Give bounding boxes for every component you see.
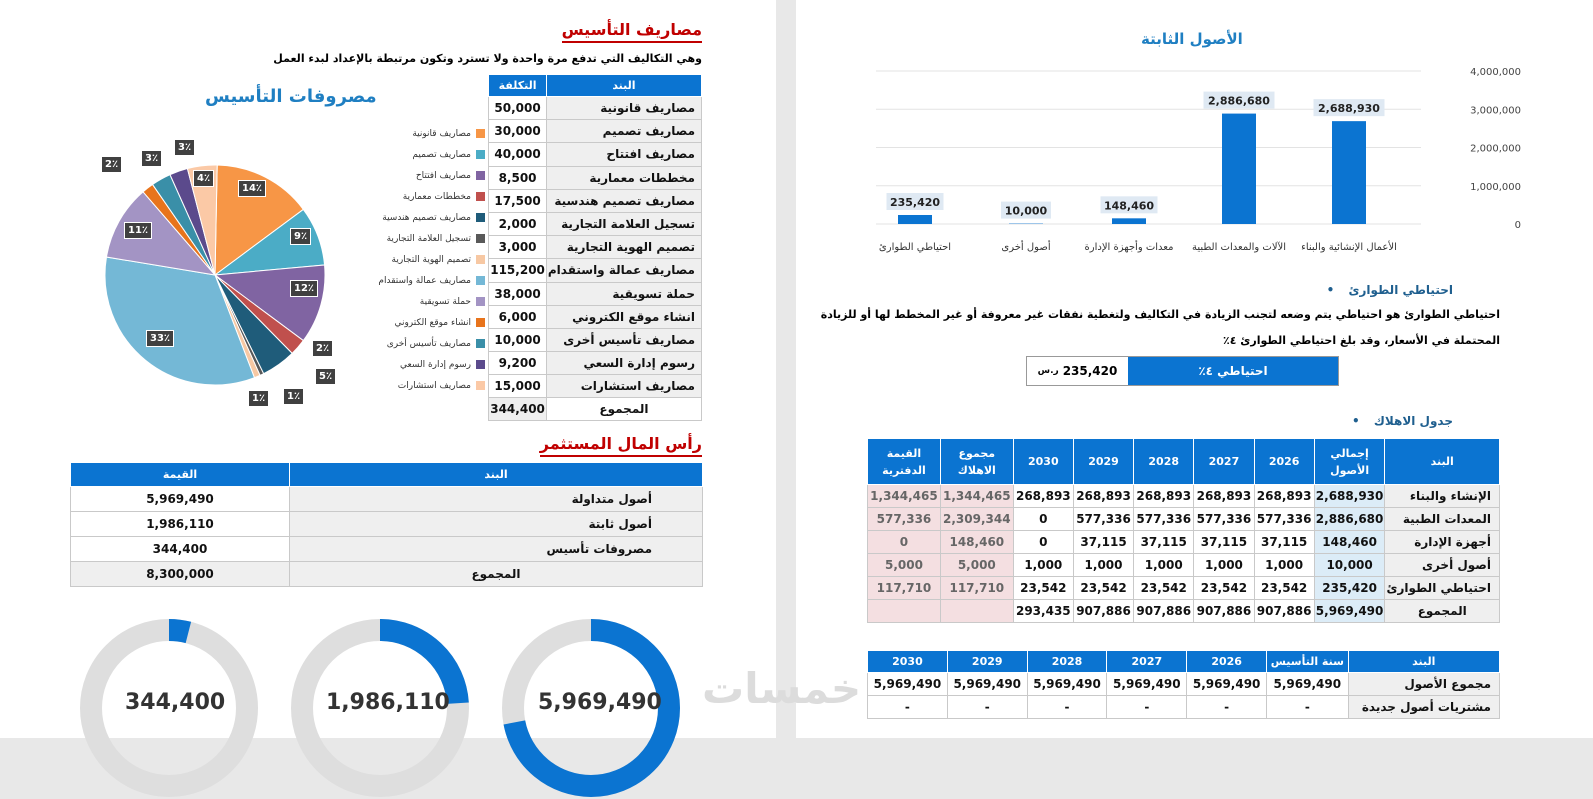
setup-item-name: مخططات معمارية	[546, 166, 701, 189]
assets-header-cell: البند	[1348, 651, 1499, 673]
legend-item	[360, 165, 485, 186]
depr-cell: 2,886,680	[1314, 508, 1385, 531]
assets-header-cell: سنة التأسيس	[1267, 651, 1349, 673]
depr-cell: 235,420	[1314, 577, 1385, 600]
depr-cell: 10,000	[1314, 554, 1385, 577]
emergency-box	[1026, 356, 1339, 386]
right-page	[796, 0, 1593, 738]
setup-total-label: المجموع	[546, 398, 701, 421]
depr-cell: 907,886	[1254, 600, 1314, 623]
pie-data-label: 1٪	[248, 390, 269, 407]
table-row	[868, 485, 1500, 508]
pie-data-label: 3٪	[174, 139, 195, 156]
setup-item-cost: 8,500	[489, 166, 547, 189]
header-cost: التكلفة	[489, 75, 547, 97]
legend-item	[360, 312, 485, 333]
setup-item-name: مصاريف استشارات	[546, 375, 701, 398]
legend-label: مصاريف افتتاح	[416, 171, 471, 181]
table-row	[489, 143, 702, 166]
emergency-heading-text: احتياطي الطوارئ	[1348, 283, 1453, 297]
legend-label: مصاريف قانونية	[412, 129, 471, 139]
setup-item-name: مصاريف تصميم هندسية	[546, 189, 701, 212]
depr-cell: 148,460	[940, 531, 1013, 554]
x-category-label: الأعمال الإنشائية والبناء	[1301, 240, 1397, 253]
legend-item	[360, 375, 485, 396]
depr-cell: 577,336	[1194, 508, 1254, 531]
depr-cell: 37,115	[1073, 531, 1133, 554]
depr-cell: 1,344,465	[868, 485, 941, 508]
capital-body	[71, 487, 703, 587]
legend-swatch	[476, 381, 485, 390]
bar-value-label: 235,420	[890, 196, 940, 209]
watermark: خمسات	[702, 664, 861, 713]
pie-data-label: 5٪	[315, 368, 336, 385]
pie-data-label: 9٪	[290, 228, 311, 245]
setup-item-name: مصاريف تصميم	[546, 120, 701, 143]
legend-label: مخططات معمارية	[403, 192, 471, 202]
setup-item-name: مصاريف عمالة واستقدام	[546, 259, 701, 282]
capital-item-name: مصروفات تأسيس	[290, 537, 703, 562]
assets-cell: 5,969,490	[1107, 673, 1187, 696]
legend-swatch	[476, 171, 485, 180]
bar	[1332, 121, 1366, 224]
capital-header-value: القيمة	[71, 463, 290, 487]
capital-item-value: 5,969,490	[71, 487, 290, 512]
table-row	[489, 120, 702, 143]
donut-value-setup-costs: 344,400	[125, 690, 225, 715]
legend-item	[360, 207, 485, 228]
assets-header-row	[868, 651, 1500, 673]
legend-swatch	[476, 192, 485, 201]
donut-value-current-assets: 5,969,490	[538, 690, 662, 715]
emergency-box-value: 235,420	[1063, 364, 1118, 378]
y-tick-label: 4,000,000	[1470, 67, 1521, 78]
assets-header-cell: 2026	[1187, 651, 1267, 673]
assets-cell: -	[868, 696, 948, 719]
legend-item	[360, 270, 485, 291]
x-category-label: احتياطي الطوارئ	[879, 242, 951, 253]
bar-chart-title: الأصول الثابتة	[1141, 30, 1243, 48]
depr-cell: 268,893	[1194, 485, 1254, 508]
table-row	[868, 696, 1500, 719]
y-tick-label: 2,000,000	[1470, 144, 1521, 155]
depr-cell: 268,893	[1013, 485, 1073, 508]
pie-data-label: 2٪	[101, 156, 122, 173]
x-category-label: أصول أخرى	[1001, 240, 1050, 253]
pie-data-label: 14٪	[238, 180, 266, 197]
x-category-label: الآلات والمعدات الطبية	[1192, 241, 1286, 253]
depr-cell: 268,893	[1134, 485, 1194, 508]
depreciation-header-row	[868, 439, 1500, 485]
setup-item-name: مصاريف افتتاح	[546, 143, 701, 166]
emergency-box-value-cell	[1027, 357, 1128, 385]
depr-header-cell: القيمة الدفترية	[868, 439, 941, 485]
table-row	[489, 259, 702, 282]
assets-cell: 5,969,490	[868, 673, 948, 696]
capital-item-name: أصول ثابتة	[290, 512, 703, 537]
legend-swatch	[476, 339, 485, 348]
assets-cell: مشتريات أصول جديدة	[1348, 696, 1499, 719]
legend-swatch	[476, 297, 485, 306]
depr-header-cell: البند	[1385, 439, 1500, 485]
table-row	[71, 537, 703, 562]
setup-total-value: 344,400	[489, 398, 547, 421]
bar	[898, 215, 932, 224]
table-row	[71, 487, 703, 512]
bar	[1112, 218, 1146, 224]
legend-item	[360, 123, 485, 144]
assets-cell: -	[1107, 696, 1187, 719]
left-page	[0, 0, 776, 738]
assets-header-cell: 2027	[1107, 651, 1187, 673]
legend-item	[360, 249, 485, 270]
depr-cell: 23,542	[1254, 577, 1314, 600]
depr-cell: 577,336	[1134, 508, 1194, 531]
pie-chart	[95, 155, 335, 395]
depr-header-cell: 2026	[1254, 439, 1314, 485]
legend-swatch	[476, 318, 485, 327]
setup-item-name: مصاريف تأسيس أخرى	[546, 328, 701, 351]
setup-item-name: تصميم الهوية التجارية	[546, 236, 701, 259]
y-tick-label: 3,000,000	[1470, 105, 1521, 116]
depr-cell: 5,969,490	[1314, 600, 1385, 623]
legend-swatch	[476, 213, 485, 222]
table-row	[489, 375, 702, 398]
depr-cell: 1,000	[1073, 554, 1133, 577]
depr-cell: 5,000	[940, 554, 1013, 577]
legend-item	[360, 333, 485, 354]
table-row	[489, 328, 702, 351]
capital-total-value: 8,300,000	[71, 562, 290, 587]
depr-cell: 1,344,465	[940, 485, 1013, 508]
table-row	[868, 577, 1500, 600]
table-row	[489, 236, 702, 259]
depr-cell: 117,710	[940, 577, 1013, 600]
legend-label: مصاريف عمالة واستقدام	[378, 276, 471, 286]
pie-data-label: 3٪	[141, 150, 162, 167]
depr-header-cell: 2030	[1013, 439, 1073, 485]
depr-cell: 577,336	[1073, 508, 1133, 531]
pie-data-label: 12٪	[290, 280, 318, 297]
assets-cell: -	[947, 696, 1027, 719]
depr-cell: 907,886	[1134, 600, 1194, 623]
depr-cell: 0	[1013, 531, 1073, 554]
depr-cell: 1,000	[1254, 554, 1314, 577]
depr-cell: 148,460	[1314, 531, 1385, 554]
assets-table	[867, 650, 1500, 719]
x-category-label: معدات وأجهزة الإدارة	[1085, 240, 1174, 253]
setup-costs-table	[488, 74, 702, 421]
depr-cell: الإنشاء والبناء	[1385, 485, 1500, 508]
legend-item	[360, 186, 485, 207]
depr-cell: أصول أخرى	[1385, 554, 1500, 577]
table-row	[868, 600, 1500, 623]
setup-costs-description: وهي التكاليف التي تدفع مرة واحدة ولا تسترد وتكون مرتبطة بالإعداد لبدء العمل	[273, 52, 702, 65]
setup-item-cost: 2,000	[489, 212, 547, 235]
depr-cell: 2,688,930	[1314, 485, 1385, 508]
table-row	[489, 212, 702, 235]
depr-header-cell: 2027	[1194, 439, 1254, 485]
setup-item-cost: 15,000	[489, 375, 547, 398]
header-item: البند	[546, 75, 701, 97]
depr-cell: أجهزة الإدارة	[1385, 531, 1500, 554]
legend-item	[360, 354, 485, 375]
pie-data-label: 2٪	[312, 340, 333, 357]
depreciation-body	[868, 485, 1500, 623]
capital-item-value: 1,986,110	[71, 512, 290, 537]
capital-header-item: البند	[290, 463, 703, 487]
depr-header-cell: 2028	[1134, 439, 1194, 485]
capital-title: رأس المال المستثمر	[540, 434, 702, 457]
depr-cell: المعدات الطبية	[1385, 508, 1500, 531]
bar-value-label: 2,688,930	[1318, 102, 1380, 115]
legend-label: رسوم إدارة السعي	[400, 360, 471, 370]
emergency-paragraph-line1: احتياطي الطوارئ هو احتياطي يتم وضعه لتجنب الزيادة في التكاليف ولتغطية نفقات غير معروفة أو غير المخطط لها أو للزيادة	[821, 308, 1500, 321]
setup-costs-body	[489, 97, 702, 421]
table-row	[71, 512, 703, 537]
setup-item-cost: 10,000	[489, 328, 547, 351]
pie-data-label: 33٪	[146, 330, 174, 347]
setup-item-cost: 9,200	[489, 352, 547, 375]
legend-label: مصاريف تصميم	[412, 150, 471, 160]
legend-swatch	[476, 360, 485, 369]
setup-item-cost: 17,500	[489, 189, 547, 212]
assets-cell: -	[1187, 696, 1267, 719]
y-tick-label: 1,000,000	[1470, 182, 1521, 193]
depr-cell: 1,000	[1134, 554, 1194, 577]
depreciation-heading-text: جدول الاهلاك	[1374, 414, 1453, 428]
setup-costs-title: مصاريف التأسيس	[562, 20, 702, 43]
capital-item-value: 344,400	[71, 537, 290, 562]
y-tick-label: 0	[1515, 220, 1521, 231]
depreciation-table	[867, 438, 1500, 623]
setup-item-name: مصاريف قانونية	[546, 97, 701, 120]
depr-cell: 23,542	[1194, 577, 1254, 600]
legend-label: تسجيل العلامة التجارية	[387, 234, 471, 244]
pie-chart-title: مصروفات التأسيس	[205, 86, 377, 107]
setup-item-cost: 38,000	[489, 282, 547, 305]
setup-item-cost: 6,000	[489, 305, 547, 328]
pie-legend	[360, 123, 485, 396]
depr-cell: 23,542	[1134, 577, 1194, 600]
currency-symbol: ر.س	[1038, 366, 1059, 376]
legend-swatch	[476, 234, 485, 243]
assets-cell: -	[1027, 696, 1107, 719]
setup-item-name: تسجيل العلامة التجارية	[546, 212, 701, 235]
depr-cell: 577,336	[1254, 508, 1314, 531]
setup-item-cost: 40,000	[489, 143, 547, 166]
legend-item	[360, 228, 485, 249]
bar	[1222, 114, 1256, 224]
assets-header-cell: 2029	[947, 651, 1027, 673]
donut-value-fixed-assets: 1,986,110	[326, 690, 450, 715]
assets-body	[868, 673, 1500, 719]
table-row	[489, 166, 702, 189]
table-row	[489, 282, 702, 305]
depr-cell: 0	[868, 531, 941, 554]
capital-table	[70, 462, 703, 587]
depreciation-heading: جدول الاهلاك •	[1352, 414, 1453, 428]
depr-cell: 23,542	[1073, 577, 1133, 600]
table-total-row	[71, 562, 703, 587]
assets-header-cell: 2030	[868, 651, 948, 673]
depr-cell: المجموع	[1385, 600, 1500, 623]
legend-swatch	[476, 150, 485, 159]
legend-swatch	[476, 255, 485, 264]
table-row	[868, 673, 1500, 696]
table-row	[868, 554, 1500, 577]
legend-label: مصاريف تأسيس أخرى	[387, 339, 471, 349]
depr-header-cell: إجمالي الأصول	[1314, 439, 1385, 485]
setup-item-cost: 115,200	[489, 259, 547, 282]
legend-label: تصميم الهوية التجارية	[392, 255, 472, 265]
depr-cell: 5,000	[868, 554, 941, 577]
table-row	[489, 189, 702, 212]
depr-cell: 37,115	[1194, 531, 1254, 554]
depr-header-cell: 2029	[1073, 439, 1133, 485]
depr-cell: 37,115	[1134, 531, 1194, 554]
assets-cell: 5,969,490	[947, 673, 1027, 696]
setup-item-name: حملة تسويقية	[546, 282, 701, 305]
setup-item-name: انشاء موقع الكتروني	[546, 305, 701, 328]
depr-cell: 37,115	[1254, 531, 1314, 554]
table-row	[868, 531, 1500, 554]
legend-item	[360, 144, 485, 165]
bar-chart	[866, 58, 1506, 268]
depr-cell: 1,000	[1194, 554, 1254, 577]
setup-item-name: رسوم إدارة السعي	[546, 352, 701, 375]
pie-data-label: 1٪	[283, 388, 304, 405]
capital-item-name: أصول متداولة	[290, 487, 703, 512]
table-row	[489, 352, 702, 375]
assets-cell: 5,969,490	[1267, 673, 1349, 696]
table-row	[489, 305, 702, 328]
table-total-row	[489, 398, 702, 421]
depr-cell: 2,309,344	[940, 508, 1013, 531]
legend-label: مصاريف استشارات	[398, 381, 471, 391]
assets-cell: 5,969,490	[1027, 673, 1107, 696]
legend-swatch	[476, 129, 485, 138]
legend-swatch	[476, 276, 485, 285]
bar-value-label: 148,460	[1104, 199, 1154, 212]
legend-label: حملة تسويقية	[420, 297, 471, 307]
depr-cell: 268,893	[1073, 485, 1133, 508]
depr-cell: 0	[1013, 508, 1073, 531]
depr-cell	[940, 600, 1013, 623]
capital-total-label: المجموع	[290, 562, 703, 587]
depr-cell	[868, 600, 941, 623]
table-row	[868, 508, 1500, 531]
pie-data-label: 11٪	[124, 222, 152, 239]
depr-cell: 117,710	[868, 577, 941, 600]
emergency-box-label: احتياطي ٤٪	[1128, 357, 1338, 385]
bar-value-label: 2,886,680	[1208, 95, 1270, 108]
assets-header-cell: 2028	[1027, 651, 1107, 673]
assets-cell: مجموع الأصول	[1348, 673, 1499, 696]
assets-cell: -	[1267, 696, 1349, 719]
emergency-paragraph-line2: المحتملة في الأسعار، وقد بلغ احتياطي الطوارئ ٤٪	[1223, 334, 1500, 347]
bar-value-label: 10,000	[1005, 205, 1048, 218]
depr-cell: 268,893	[1254, 485, 1314, 508]
depr-cell: 293,435	[1013, 600, 1073, 623]
table-row	[489, 97, 702, 120]
depr-cell: 23,542	[1013, 577, 1073, 600]
depr-cell: احتياطي الطوارئ	[1385, 577, 1500, 600]
emergency-heading: احتياطي الطوارئ •	[1327, 283, 1453, 297]
pie-data-label: 4٪	[193, 170, 214, 187]
legend-item	[360, 291, 485, 312]
legend-label: مصاريف تصميم هندسية	[382, 213, 471, 223]
setup-item-cost: 30,000	[489, 120, 547, 143]
depr-cell: 1,000	[1013, 554, 1073, 577]
legend-label: انشاء موقع الكتروني	[394, 318, 471, 328]
assets-cell: 5,969,490	[1187, 673, 1267, 696]
depr-cell: 577,336	[868, 508, 941, 531]
depr-cell: 907,886	[1073, 600, 1133, 623]
depr-cell: 907,886	[1194, 600, 1254, 623]
setup-item-cost: 3,000	[489, 236, 547, 259]
setup-item-cost: 50,000	[489, 97, 547, 120]
depr-header-cell: مجموع الاهلاك	[940, 439, 1013, 485]
